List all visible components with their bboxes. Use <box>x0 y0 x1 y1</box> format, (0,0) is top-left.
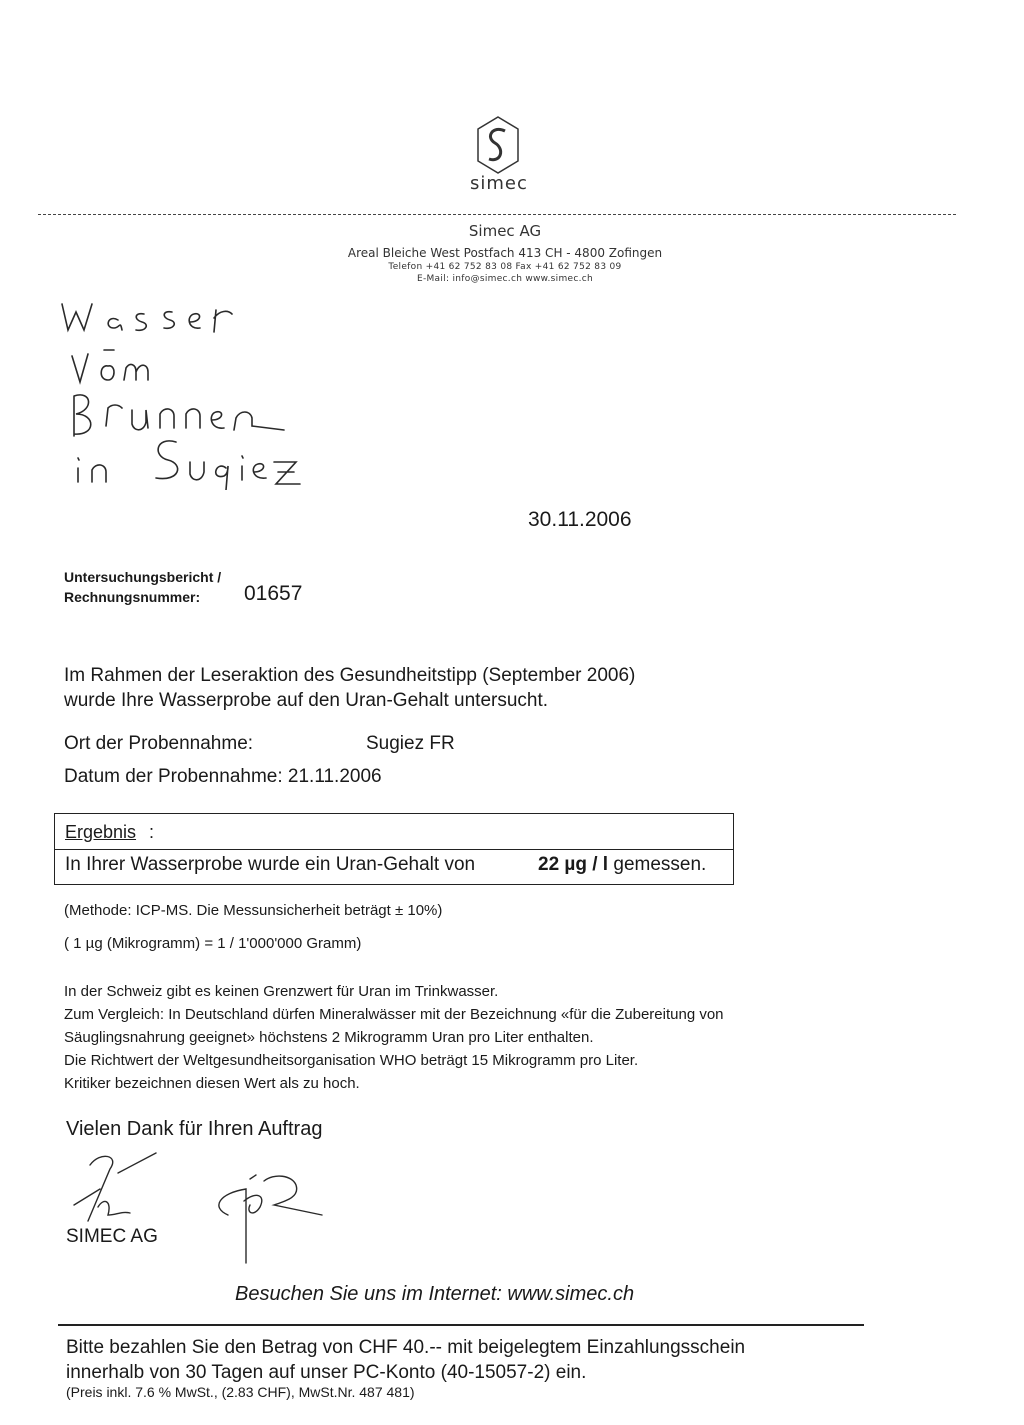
result-label-colon: : <box>149 822 155 842</box>
header-divider <box>38 214 956 215</box>
unit-note: ( 1 µg (Mikrogramm) = 1 / 1'000'000 Gramm) <box>64 935 362 952</box>
info-line-2: Zum Vergleich: In Deutschland dürfen Mineralwässer mit der Bezeichnung «für die Zubereitung von <box>64 1006 724 1023</box>
closing-thanks: Vielen Dank für Ihren Auftrag <box>66 1118 323 1140</box>
method-note: (Methode: ICP-MS. Die Messunsicherheit beträgt ± 10%) <box>64 902 443 919</box>
result-value: 22 µg / l <box>538 854 609 875</box>
letter-date: 30.11.2006 <box>528 508 632 531</box>
company-phone-fax: Telefon +41 62 752 83 08 Fax +41 62 752 83 09 <box>388 262 622 272</box>
result-suffix: gemessen. <box>608 854 707 875</box>
result-divider <box>54 849 734 850</box>
logo-text: simec <box>470 173 528 194</box>
signatures <box>60 1145 360 1285</box>
sample-date-value: 21.11.2006 <box>287 766 382 787</box>
payment-line-1: Bitte bezahlen Sie den Betrag von CHF 40.-- mit beigelegtem Einzahlungsschein <box>66 1337 746 1358</box>
sample-date-row <box>64 766 382 788</box>
redacted-address-area <box>493 318 688 463</box>
simec-logo-icon <box>475 115 521 177</box>
handwritten-note <box>56 290 346 490</box>
website-note: Besuchen Sie uns im Internet: www.simec.ch <box>235 1283 635 1305</box>
sample-place-label: Ort der Probennahme: <box>64 733 254 754</box>
company-name: Simec AG <box>468 222 542 240</box>
payment-line-2: innerhalb von 30 Tagen auf unser PC-Konto (40-15057-2) ein. <box>66 1362 587 1383</box>
company-address: Areal Bleiche West Postfach 413 CH - 4800 Zofingen <box>347 246 663 260</box>
intro-paragraph <box>64 663 635 713</box>
payment-paragraph <box>66 1335 745 1385</box>
company-address-block <box>340 222 670 284</box>
report-number: 01657 <box>244 582 303 605</box>
price-note: (Preis inkl. 7.6 % MwSt., (2.83 CHF), MwSt.Nr. 487 481) <box>66 1384 415 1400</box>
info-line-5: Kritiker bezeichnen diesen Wert als zu hoch. <box>64 1075 360 1092</box>
report-label-line2: Rechnungsnummer: <box>64 589 201 605</box>
info-paragraph <box>64 980 724 1095</box>
company-email-web: E-Mail: info@simec.ch www.simec.ch <box>416 274 594 284</box>
info-line-3: Säuglingsnahrung geeignet» höchstens 2 Mikrogramm Uran pro Liter enthalten. <box>64 1029 594 1046</box>
intro-line-1: Im Rahmen der Leseraktion des Gesundheitstipp (September 2006) <box>64 665 636 686</box>
company-logo <box>470 115 526 215</box>
info-line-1: In der Schweiz gibt es keinen Grenzwert für Uran im Trinkwasser. <box>64 983 499 1000</box>
result-text: In Ihrer Wasserprobe wurde ein Uran-Gehalt von <box>65 854 476 875</box>
sample-place-value: Sugiez FR <box>366 733 455 754</box>
footer-divider <box>58 1324 864 1326</box>
intro-line-2: wurde Ihre Wasserprobe auf den Uran-Gehalt untersucht. <box>64 690 549 711</box>
result-measurement <box>538 854 706 876</box>
closing-company: SIMEC AG <box>66 1226 158 1247</box>
sample-date-label: Datum der Probennahme: <box>64 766 283 787</box>
info-line-4: Die Richtwert der Weltgesundheitsorganisation WHO beträgt 15 Mikrogramm pro Liter. <box>64 1052 639 1069</box>
report-label-line1: Untersuchungsbericht / <box>64 569 222 585</box>
result-label: Ergebnis <box>65 822 137 842</box>
